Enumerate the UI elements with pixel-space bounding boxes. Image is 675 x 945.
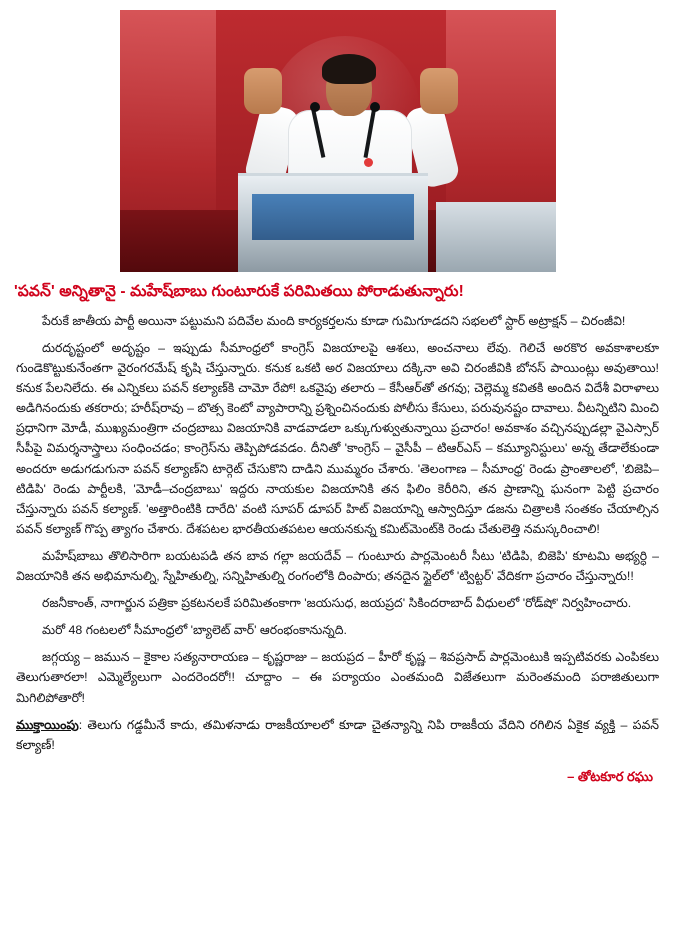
paragraph: రజనీకాంత్, నాగార్జున పత్రికా ప్రకటనలకే పరిమితంకాగా 'జయసుధ, జయప్రద' సికిందరాబాద్ వీధులలో 'రోడ్‌షో' నిర్వహించారు. bbox=[42, 596, 632, 611]
podium bbox=[238, 173, 428, 272]
footnote-label: ముక్తాయింపు bbox=[16, 717, 79, 732]
paragraph: జగ్గయ్య – జమున – కైకాల సత్యనారాయణ – కృష్ణరాజు – జయప్రద – హీరో కృష్ణ – శివప్రసాద్ పార్లమెంటుకి ఇప్పటివరకు ఎంపికలు తెలుగుతారలా! ఎమ్మెల్యేలుగా ఎందరెందరో!! చూద్దాం – ఈ పర్యాయం ఎంతమంది విజేతలుగా మరెంతమంది పరాజితులుగా మిగిలిపోతారో! bbox=[16, 650, 659, 705]
speaker-hair bbox=[322, 54, 376, 84]
footnote bbox=[16, 715, 659, 755]
page-title: 'పవన్' అన్నితానై - మహేష్‌బాబు గుంటూరుకే పరిమితయి పోరాడుతున్నారు! bbox=[14, 283, 464, 300]
shirt-badge-icon bbox=[364, 158, 373, 167]
article-photo bbox=[120, 10, 556, 272]
article-body bbox=[16, 311, 659, 708]
speaker-left-hand bbox=[244, 68, 282, 114]
author-signature: – తోటకూర రఘు bbox=[567, 768, 653, 784]
speaker-right-hand bbox=[420, 68, 458, 114]
paragraph: మరో 48 గంటలలో సీమాంధ్రలో 'బ్యాలెట్ వార్' ఆరంభంకానున్నది. bbox=[42, 623, 347, 638]
footnote-separator: : bbox=[78, 717, 83, 732]
microphone-left-head-icon bbox=[310, 102, 320, 112]
paragraph: దురదృష్టంలో అదృష్టం – ఇప్పుడు సీమాంధ్రలో కాంగ్రెస్ విజయాలపై ఆశలు, అంచనాలు లేవు. గెలిచే అరకొర అవకాశాలకూ గుండెకొట్టుకునేంతగా వైరంగరమేష్ కృషి చేస్తున్నారు. కనుక ఒకటి అర విజయాలు దక్కినా అవి చిరంజీవికి బోనస్ పాయింట్లు అవుతాయి! కనుక పేలనిలేదు. ఈ ఎన్నికలు పవన్ కల్యాణ్‌కి చామో రేపో! ఒకవైపు తలారు – కేసీఆర్‌తో తగవు; చెల్లెమ్మ కవితకి అందిన విదేశీ విరాళాలు అడిగినందుకు తకరారు; హరీష్‌రావు – బొత్స కెంటో వ్యాపారాన్ని ప్రశ్నించినందుకు పోలీసు కేసులు, పరువునష్టం దావాలు. వీటన్నిటిని మించి ప్రధానిగా మోడీ, ముఖ్యమంత్రిగా చంద్రబాబు విజయానికి వాడవాడలా ఒక్కుగుళ్వుతున్నాయి ప్రచారం! అవకాశం వచ్చినప్పుడల్లా వైఎస్సార్ సీపీపై విమర్శనాస్త్రాలు సంధించడం; కాంగ్రెస్‌ను తెప్పిపోడవడం. దీనితో 'కాంగ్రెస్ – వైసీపీ – టిఆర్ఎస్ – కమ్యూనిస్టులు' అన్న తేడాలేకుండా అందరూ అడుగడుగునా పవన్ కల్యాణ్‌ని టార్గెట్ చేసుకొని దాడిని ముమ్మరం చేశారు. 'తెలంగాణ – సీమాంధ్ర' రెండు ప్రాంతాలలో, 'బిజెపి–టిడిపి' రెండు పార్టీలకి, 'మోడీ–చంద్రబాబు' ఇద్దరు నాయకుల విజయానికి తన ఫిలిం కెరీరిని, తన ప్రాణాన్ని ఘనంగా పెట్టి ప్రచారం చేస్తున్నారు పవన్ కల్యాణ్. 'అత్తారింటికి దారేది' వంటి సూపర్ డూపర్ హిట్ విజయాన్ని ఆస్వాదిస్తూ డజను చిత్రాలకి సంతకం చేయాల్సిన పవన్ కల్యాణ్ గొప్ప త్యాగం చేశారు. దేశపటల భారతీయతపటల ఆయనకున్న కమిట్‌మెంట్‌కి రెండు చేతులెత్తి నమస్కరించాలి! bbox=[16, 341, 659, 536]
photo-background bbox=[120, 10, 556, 272]
microphone-right-head-icon bbox=[370, 102, 380, 112]
secondary-podium bbox=[436, 202, 556, 272]
paragraph: మహేష్‌బాబు తొలిసారిగా బయటపడి తన బావ గల్లా జయదేవ్ – గుంటూరు పార్లమెంటరీ సీటు 'టిడిపి, బిజెపి' కూటమి అభ్యర్ధి – విజయానికి తన అభిమానుల్ని, స్నేహితుల్ని, సన్నిహితుల్ని రంగంలోకి దింపారు; తనదైన స్టైల్‌లో 'ట్విట్టర్' వేదికగా ప్రచారం చేస్తున్నారు!! bbox=[16, 548, 659, 584]
footnote-text: తెలుగు గడ్డమీనే కాదు, తమిళనాడు రాజకీయాలలో కూడా చైతన్యాన్ని నిపి రాజకీయ వేదిని రగిలిన ఏకైక వ్యక్తి – పవన్ కల్యాణ్! bbox=[16, 717, 659, 752]
paragraph: పేరుకే జాతీయ పార్టీ అయినా పట్టుమని పదివేల మంది కార్యకర్తలను కూడా గుమిగూడదని సభలలో స్టార్ అట్రాక్షన్ – చిరంజీవి! bbox=[42, 313, 626, 328]
